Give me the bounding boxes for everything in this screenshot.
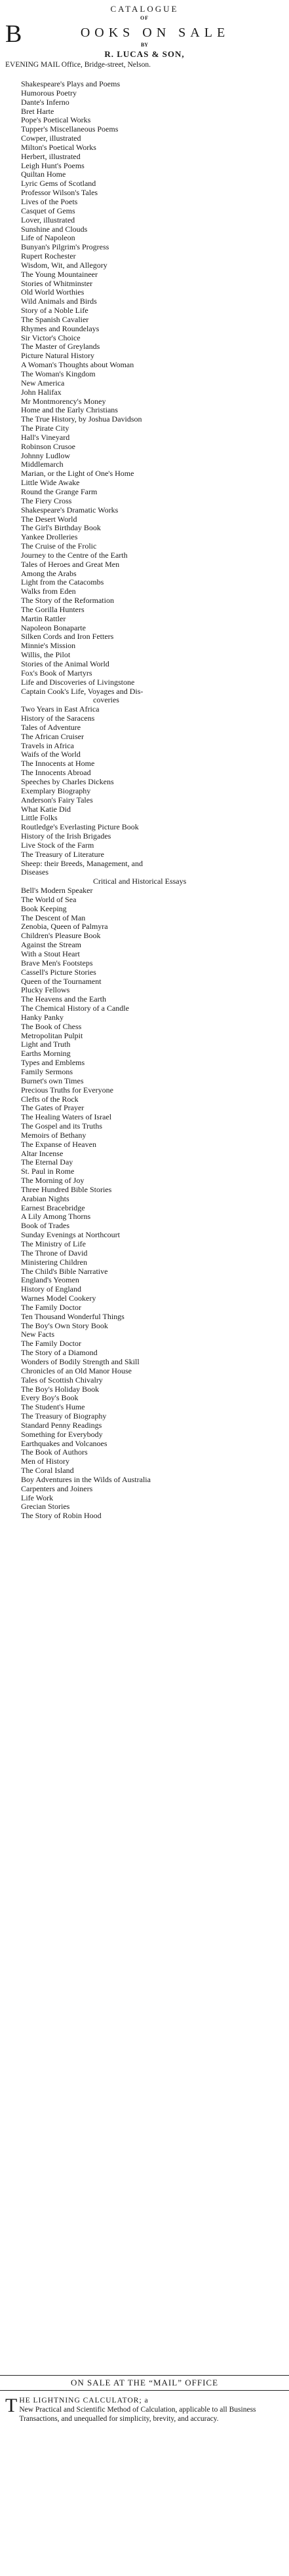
book-title: Martin Rattler (21, 613, 66, 623)
book-title: What Katie Did (21, 804, 71, 814)
book-title: Lyric Gems of Scotland (21, 179, 96, 189)
book-title: coveries (93, 695, 119, 705)
book-title: Live Stock of the Farm (21, 840, 94, 850)
book-title: The Desert World (21, 514, 77, 524)
book-title: The Treasury of Literature (21, 849, 104, 859)
book-title: New America (21, 378, 65, 388)
book-title: The Gospel and its Truths (21, 1121, 103, 1131)
book-title: Stories of the Animal World (21, 659, 109, 668)
book-title: Sunday Evenings at Northcourt (21, 1230, 120, 1240)
book-title: The Story of the Reformation (21, 596, 114, 606)
book-title: The Girl's Birthday Book (21, 523, 101, 533)
book-title: Bunyan's Pilgrim's Progress (21, 242, 109, 252)
of-label: OF (140, 15, 149, 21)
book-title: The Innocents Abroad (21, 768, 91, 778)
divider-rule (0, 2390, 289, 2391)
book-title: Two Years in East Africa (21, 704, 100, 714)
book-title: Leigh Hunt's Poems (21, 160, 85, 170)
book-title: Family Sermons (21, 1066, 73, 1076)
book-title: The Spanish Cavalier (21, 314, 89, 324)
book-title: Earths Morning (21, 1049, 71, 1059)
book-title: The Young Mountaineer (21, 269, 98, 279)
book-title: Rupert Rochester (21, 251, 76, 261)
book-title: Quiltan Home (21, 170, 66, 179)
book-title: Yankee Drolleries (21, 532, 78, 542)
book-title: Life and Discoveries of Livingstone (21, 677, 135, 687)
book-title: Home and the Early Christians (21, 405, 118, 415)
book-title: The Story of a Diamond (21, 1348, 98, 1358)
book-title: Middlemarch (21, 460, 64, 469)
book-title: Three Hundred Bible Stories (21, 1184, 112, 1194)
book-title: Among the Arabs (21, 568, 77, 578)
book-title: Pope's Poetical Works (21, 115, 91, 125)
book-title: Round the Grange Farm (21, 486, 98, 496)
book-title: Zenobia, Queen of Palmyra (21, 922, 108, 932)
book-title: With a Stout Heart (21, 949, 80, 958)
book-title: Dante's Inferno (21, 97, 69, 107)
book-title: The African Cruiser (21, 731, 84, 741)
book-title: Anderson's Fairy Tales (21, 795, 93, 805)
book-title: The Boy's Own Story Book (21, 1320, 108, 1330)
book-title: Burnet's own Times (21, 1076, 84, 1085)
book-title: Picture Natural History (21, 351, 94, 361)
publisher-name: R. LUCAS & SON, (104, 49, 185, 59)
catalogue-title (5, 20, 284, 48)
book-title: Brave Men's Footsteps (21, 958, 93, 968)
book-title: The Story of Robin Hood (21, 1511, 102, 1521)
book-title: John Halifax (21, 387, 62, 397)
book-title: Life of Napoleon (21, 233, 75, 243)
book-title: Hall's Vineyard (21, 432, 70, 442)
book-title: Sunshine and Clouds (21, 224, 88, 234)
book-title: The Treasury of Biography (21, 1411, 107, 1421)
sale-banner: ON SALE AT THE “MAIL” OFFICE (70, 2378, 219, 2387)
book-title: St. Paul in Rome (21, 1167, 75, 1176)
book-title: Earthquakes and Volcanoes (21, 1438, 107, 1448)
book-title: History of the Saracens (21, 714, 95, 723)
book-title: The Family Doctor (21, 1339, 81, 1349)
book-title: Little Folks (21, 813, 58, 823)
book-title: The Cruise of the Frolic (21, 541, 97, 551)
book-title: Altar Incense (21, 1148, 64, 1158)
book-title: Against the Stream (21, 940, 81, 950)
book-title: Sir Victor's Choice (21, 333, 81, 342)
book-title: Standard Penny Readings (21, 1420, 102, 1430)
book-title: Little Wide Awake (21, 478, 80, 488)
catalogue-heading: CATALOGUE (110, 4, 179, 14)
book-title: Wisdom, Wit, and Allegory (21, 260, 107, 270)
book-title: Sheep: their Breeds, Management, and (21, 858, 143, 868)
book-title: Plucky Fellows (21, 985, 70, 995)
book-title: The Throne of David (21, 1248, 88, 1258)
book-title: Speeches by Charles Dickens (21, 776, 114, 786)
book-title: Cowper, illustrated (21, 134, 81, 143)
book-title: Shakespeare's Plays and Poems (21, 79, 121, 88)
book-title: The Gates of Prayer (21, 1103, 85, 1113)
book-title: Memoirs of Bethany (21, 1130, 87, 1140)
book-title: Minnie's Mission (21, 641, 76, 651)
book-title: Story of a Noble Life (21, 306, 88, 316)
book-title: The Heavens and the Earth (21, 994, 106, 1004)
book-title: Bell's Modern Speaker (21, 886, 93, 896)
book-title: Stories of Whitminster (21, 278, 93, 288)
by-label: BY (140, 42, 149, 48)
book-title: Chronicles of an Old Manor House (21, 1366, 132, 1375)
book-title: The Child's Bible Narrative (21, 1266, 108, 1276)
book-title: A Lily Among Thorns (21, 1212, 91, 1222)
book-title: Tupper's Miscellaneous Poems (21, 124, 119, 134)
book-title: Ten Thousand Wonderful Things (21, 1311, 125, 1321)
book-title: Diseases (21, 867, 48, 877)
book-title: Lover, illustrated (21, 215, 75, 225)
book-title: History of the Irish Brigades (21, 831, 111, 841)
book-title: Willis, the Pilot (21, 650, 71, 660)
book-title: The World of Sea (21, 894, 77, 904)
book-title: Something for Everybody (21, 1429, 103, 1439)
book-title: The Expanse of Heaven (21, 1139, 96, 1149)
book-title: The Coral Island (21, 1466, 74, 1476)
book-title: The Innocents at Home (21, 759, 95, 769)
book-title: Casquet of Gems (21, 206, 75, 215)
book-title: The Ministry of Life (21, 1239, 86, 1248)
book-title: Light and Truth (21, 1040, 71, 1049)
book-title: Herbert, illustrated (21, 151, 81, 161)
divider-rule (0, 2375, 289, 2376)
book-title: Tales of Heroes and Great Men (21, 559, 120, 569)
book-title: Fox's Book of Martyrs (21, 668, 92, 678)
book-title: The Woman's Kingdom (21, 369, 96, 378)
book-title: Arabian Nights (21, 1193, 69, 1203)
book-list (21, 80, 283, 1521)
book-title: Humorous Poetry (21, 88, 77, 98)
book-title: The True History, by Joshua Davidson (21, 414, 142, 424)
book-title: Children's Pleasure Book (21, 931, 101, 941)
publisher-address: EVENING MAIL Office, Bridge-street, Nelson. (5, 61, 151, 69)
book-title: Types and Emblems (21, 1058, 85, 1068)
book-title: Napoleon Bonaparte (21, 623, 86, 632)
book-title: Grecian Stories (21, 1502, 70, 1512)
book-title: New Facts (21, 1330, 54, 1339)
book-title: Shakespeare's Dramatic Works (21, 505, 119, 515)
book-title: Mr Montmorency's Money (21, 396, 106, 406)
book-title: Bret Harte (21, 106, 54, 116)
book-title: The Book of Chess (21, 1021, 82, 1031)
lightning-calculator-advert (5, 2396, 284, 2423)
advert-body: New Practical and Scientific Method of Calculation, applicable to all Business Transactions, and unequalled for simplicity, brevity, and accuracy. (19, 2406, 256, 2423)
book-title: The Fiery Cross (21, 496, 72, 505)
book-title: Old World Worthies (21, 287, 85, 297)
book-title: The Eternal Day (21, 1157, 73, 1167)
book-title: Wild Animals and Birds (21, 297, 97, 306)
book-title: The Book of Authors (21, 1447, 88, 1457)
book-title: Waifs of the World (21, 750, 81, 759)
book-title: Robinson Crusoe (21, 441, 76, 451)
book-title: Silken Cords and Iron Fetters (21, 632, 114, 642)
book-title: The Family Doctor (21, 1302, 81, 1312)
book-title: Light from the Catacombs (21, 577, 104, 587)
book-title: Journey to the Centre of the Earth (21, 550, 128, 560)
book-title: Tales of Adventure (21, 722, 81, 732)
book-title: Queen of the Tournament (21, 976, 102, 986)
book-title: England's Yeomen (21, 1275, 79, 1285)
book-title: Marian, or the Light of One's Home (21, 469, 134, 479)
book-title: Every Boy's Book (21, 1393, 79, 1403)
book-title: Exemplary Biography (21, 786, 91, 795)
book-title: Book of Trades (21, 1221, 70, 1231)
title-text: OOKS ON SALE (80, 26, 230, 40)
book-title: Milton's Poetical Works (21, 142, 96, 152)
book-title: The Morning of Joy (21, 1176, 85, 1186)
book-title: Men of History (21, 1457, 69, 1466)
book-title: Professor Wilson's Tales (21, 188, 98, 198)
advert-first-line: HE LIGHTNING CALCULATOR; a (19, 2397, 149, 2404)
book-title: Life Work (21, 1493, 54, 1502)
book-title: Clefts of the Rock (21, 1094, 79, 1104)
book-title: The Chemical History of a Candle (21, 1004, 129, 1013)
book-title: Travels in Africa (21, 740, 74, 750)
book-title: Critical and Historical Essays (93, 877, 187, 886)
book-title: Walks from Eden (21, 587, 76, 596)
book-title: The Gorilla Hunters (21, 604, 85, 614)
book-title: Johnny Ludlow (21, 450, 70, 460)
book-title: The Pirate City (21, 424, 69, 433)
book-title: History of England (21, 1284, 81, 1294)
book-title: Ministering Children (21, 1257, 87, 1267)
book-title: The Boy's Holiday Book (21, 1384, 100, 1394)
advert-drop-cap: T (5, 2395, 18, 2416)
book-title: Precious Truths for Everyone (21, 1085, 113, 1095)
book-title: Book Keeping (21, 903, 67, 913)
book-title: Boy Adventures in the Wilds of Australia (21, 1474, 151, 1484)
book-title: Carpenters and Joiners (21, 1483, 93, 1493)
book-title: A Woman's Thoughts about Woman (21, 360, 134, 370)
book-title: Tales of Scottish Chivalry (21, 1375, 103, 1385)
book-title: The Descent of Man (21, 913, 86, 922)
book-title: The Master of Greylands (21, 342, 100, 352)
book-title: The Healing Waters of Israel (21, 1112, 112, 1122)
title-drop-cap: B (5, 20, 22, 48)
book-title: Metropolitan Pulpit (21, 1030, 83, 1040)
book-title: Routledge's Everlasting Picture Book (21, 822, 139, 832)
book-title: Wonders of Bodily Strength and Skill (21, 1356, 140, 1366)
book-title: Warnes Model Cookery (21, 1294, 96, 1303)
book-title: Hanky Panky (21, 1012, 64, 1022)
book-title: Cassell's Picture Stories (21, 967, 96, 977)
book-title: Earnest Bracebridge (21, 1203, 85, 1212)
book-title: The Student's Hume (21, 1402, 85, 1412)
book-title: Lives of the Poets (21, 196, 78, 206)
book-title: Captain Cook's Life, Voyages and Dis- (21, 686, 144, 696)
book-title: Rhymes and Roundelays (21, 323, 100, 333)
